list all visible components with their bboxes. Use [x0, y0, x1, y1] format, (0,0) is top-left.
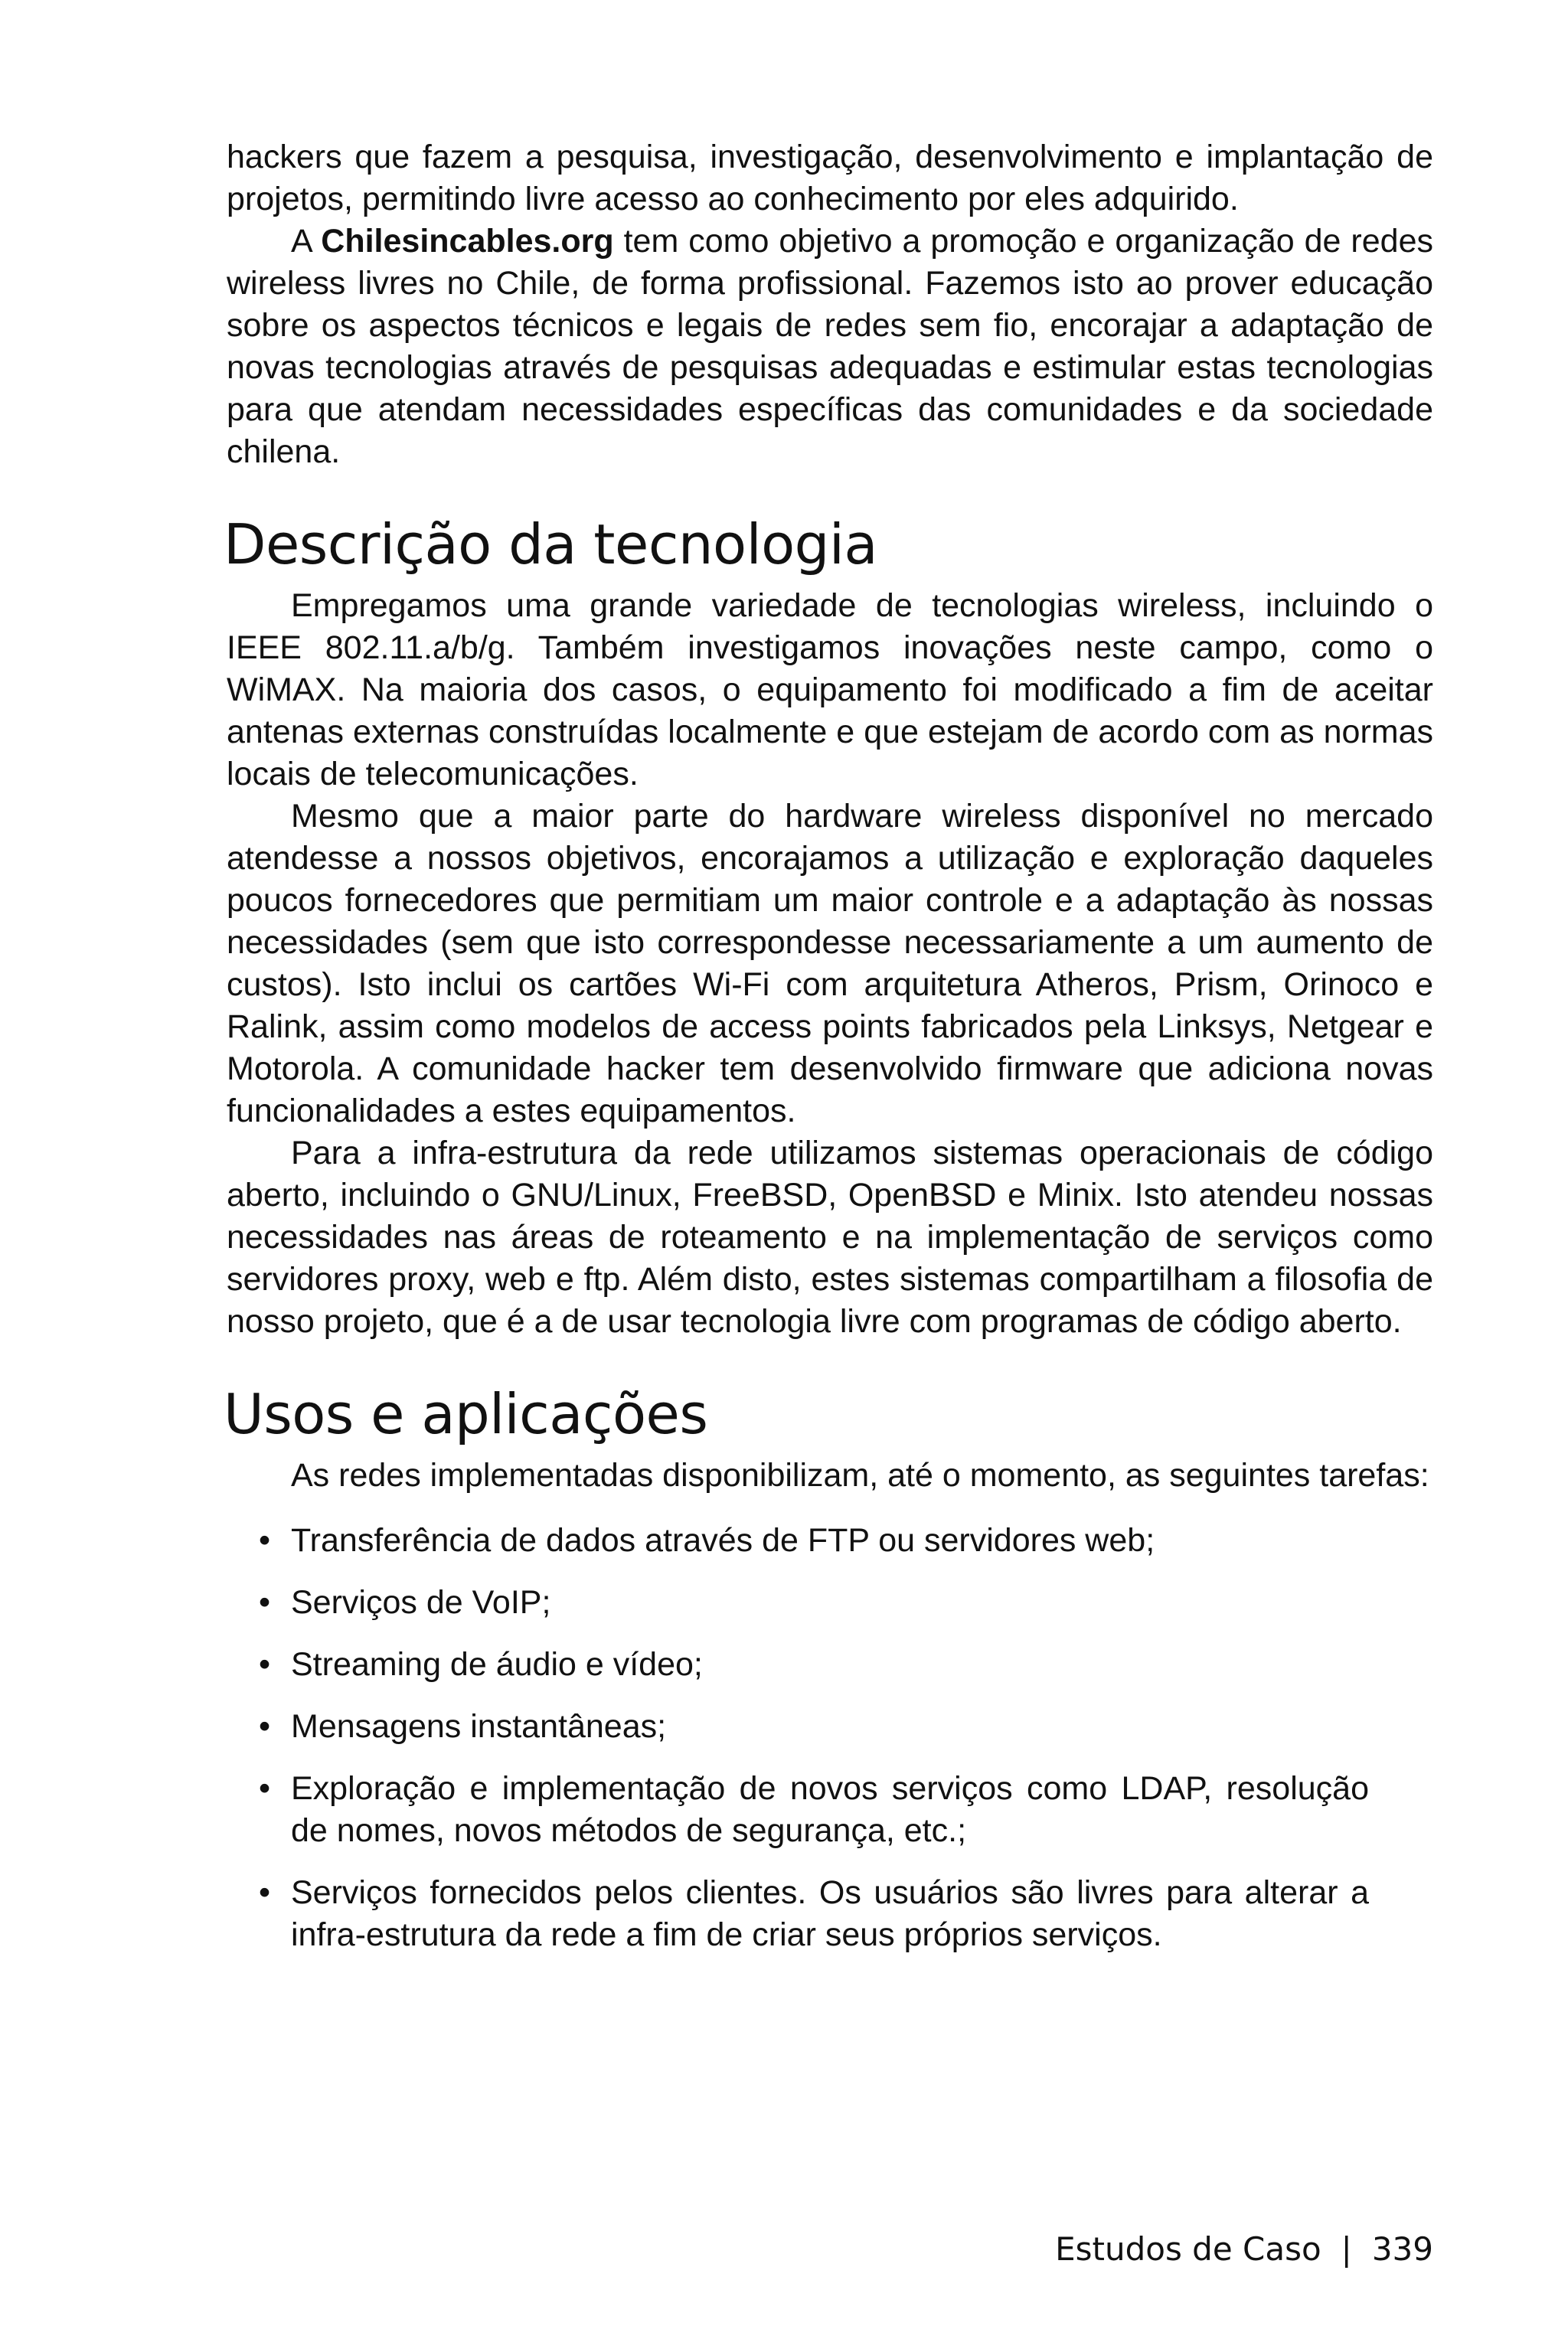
bullet-icon: •	[259, 1522, 271, 1559]
bullet-icon: •	[259, 1874, 271, 1911]
list-item	[227, 1872, 1433, 1956]
list-item	[227, 1644, 1433, 1686]
list-item	[227, 1768, 1433, 1852]
list-item-text: Streaming de áudio e vídeo;	[291, 1646, 703, 1683]
paragraph-continuation: hackers que fazem a pesquisa, investigação, desenvolvimento e implantação de projetos, permitindo livre acesso ao conhecimento por eles adquirido.	[227, 139, 1433, 217]
bullet-icon: •	[259, 1646, 271, 1683]
list-item	[227, 1520, 1433, 1562]
bullet-icon: •	[259, 1770, 271, 1807]
list-item-text: Mensagens instantâneas;	[291, 1708, 667, 1745]
paragraph-prefix: A	[291, 223, 322, 260]
organization-name: Chilesincables.org	[321, 223, 614, 260]
bullet-icon: •	[259, 1584, 271, 1621]
list-item-text: Transferência de dados através de FTP ou servidores web;	[291, 1522, 1155, 1559]
footer-separator: |	[1341, 2230, 1352, 2268]
paragraph-tech-1: Empregamos uma grande variedade de tecnologias wireless, incluindo o IEEE 802.11.a/b/g. Também investigamos inovações neste campo, como o WiMAX. Na maioria dos casos, o equipamento foi modificado a fim de aceitar antenas externas construídas localmente e que estejam de acordo com as normas locais de telecomunicações.	[227, 587, 1433, 792]
paragraph-tech-2: Mesmo que a maior parte do hardware wireless disponível no mercado atendesse a nossos objetivos, encorajamos a utilização e exploração daqueles poucos fornecedores que permitiam um maior controle e a adaptação às nossas necessidades (sem que isto correspondesse necessariamente a um aumento de custos). Isto inclui os cartões Wi-Fi com arquitetura Atheros, Prism, Orinoco e Ralink, assim como modelos de access points fabricados pela Linksys, Netgear e Motorola. A comunidade hacker tem desenvolvido firmware que adiciona novas funcionalidades a estes equipamentos.	[227, 798, 1433, 1129]
footer-section-title: Estudos de Caso	[1055, 2230, 1321, 2268]
list-item	[227, 1582, 1433, 1624]
page-number: 339	[1371, 2230, 1433, 2268]
list-item-text: Exploração e implementação de novos serviços como LDAP, resolução de nomes, novos métodos de segurança, etc.;	[291, 1770, 1369, 1849]
section-heading-technology: Descrição da tecnologia	[224, 512, 877, 577]
list-item-text: Serviços fornecidos pelos clientes. Os usuários são livres para alterar a infra-estrutura da rede a fim de criar seus próprios serviços.	[291, 1874, 1369, 1953]
paragraph-chilesincables	[227, 220, 1433, 473]
paragraph-tech-3: Para a infra-estrutura da rede utilizamos sistemas operacionais de código aberto, incluindo o GNU/Linux, FreeBSD, OpenBSD e Minix. Isto atendeu nossas necessidades nas áreas de roteamento e na implementação de serviços como servidores proxy, web e ftp. Além disto, estes sistemas compartilham a filosofia de nosso projeto, que é a de usar tecnologia livre com programas de código aberto.	[227, 1135, 1433, 1340]
paragraph-uses-intro: As redes implementadas disponibilizam, até o momento, as seguintes tarefas:	[291, 1457, 1429, 1494]
list-item	[227, 1706, 1433, 1748]
list-item-text: Serviços de VoIP;	[291, 1584, 551, 1621]
page-footer	[1055, 2228, 1433, 2271]
paragraph-text: tem como objetivo a promoção e organização de redes wireless livres no Chile, de forma profissional. Fazemos isto ao prover educação sobre os aspectos técnicos e legais de redes sem fio, encorajar a adaptação de novas tecnologias através de pesquisas adequadas e estimular estas tecnologias para que atendam necessidades específicas das comunidades e da sociedade chilena.	[227, 223, 1433, 470]
page-content	[224, 136, 1433, 1976]
task-list	[227, 1520, 1433, 1956]
bullet-icon: •	[259, 1708, 271, 1745]
section-heading-uses: Usos e aplicações	[224, 1382, 708, 1446]
